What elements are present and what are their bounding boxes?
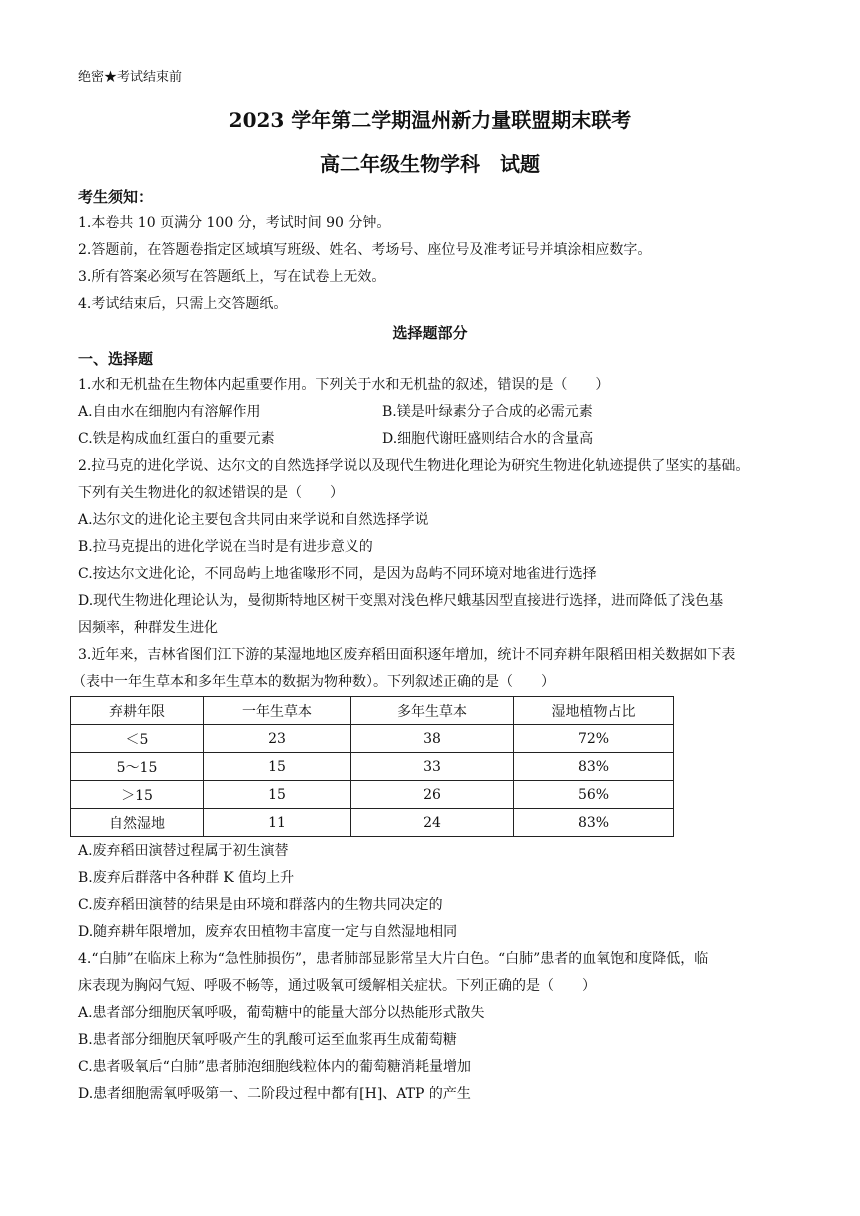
part-title: 选择题部分	[392, 324, 468, 342]
table-cell: 15	[204, 753, 351, 781]
table-cell: ＞15	[71, 781, 204, 809]
table-cell: 72%	[514, 725, 674, 753]
question-3-option-b: B.废弃后群落中各种群 K 值均上升	[78, 870, 295, 886]
notice-item: 2.答题前，在答题卷指定区域填写班级、姓名、考场号、座位号及准考证号并填涂相应数字。	[78, 242, 652, 258]
table-row	[71, 725, 674, 753]
question-4-option-d: D.患者细胞需氧呼吸第一、二阶段过程中都有[H]、ATP 的产生	[78, 1086, 471, 1102]
table-cell: 83%	[514, 809, 674, 837]
table-cell: 83%	[514, 753, 674, 781]
question-1-option-c: C.铁是构成血红蛋白的重要元素	[78, 431, 275, 447]
table-cell: 11	[204, 809, 351, 837]
data-table	[70, 696, 674, 837]
question-2-option-d: D.现代生物进化理论认为，曼彻斯特地区树干变黑对浅色桦尺蛾基因型直接进行选择，进而降低了浅色基	[78, 593, 724, 609]
table-cell: 26	[351, 781, 514, 809]
question-4-stem: 4.“白肺”在临床上称为“急性肺损伤”，患者肺部显影常呈大片白色。“白肺”患者的血氧饱和度降低，临	[78, 951, 709, 967]
notice-heading: 考生须知：	[78, 188, 154, 206]
question-4-option-c: C.患者吸氧后“白肺”患者肺泡细胞线粒体内的葡萄糖消耗量增加	[78, 1059, 471, 1075]
notice-item: 1.本卷共 10 页满分 100 分，考试时间 90 分钟。	[78, 215, 391, 231]
table-cell: 23	[204, 725, 351, 753]
table-cell: 38	[351, 725, 514, 753]
question-1-option-a: A.自由水在细胞内有溶解作用	[78, 404, 261, 420]
question-4-stem-cont: 床表现为胸闷气短、呼吸不畅等，通过吸氧可缓解相关症状。下列正确的是（ ）	[78, 978, 596, 994]
table-cell: 24	[351, 809, 514, 837]
question-2-option-d-cont: 因频率，种群发生进化	[78, 620, 218, 636]
question-3-option-a: A.废弃稻田演替过程属于初生演替	[78, 843, 289, 859]
table-header-cell: 湿地植物占比	[514, 697, 674, 725]
table-header-cell: 一年生草本	[204, 697, 351, 725]
table-cell: 5～15	[71, 753, 204, 781]
question-2-stem: 2.拉马克的进化学说、达尔文的自然选择学说以及现代生物进化理论为研究生物进化轨迹提供了坚实的基础。	[78, 458, 750, 474]
question-3-stem-cont: （表中一年生草本和多年生草本的数据为物种数）。下列叙述正确的是（ ）	[72, 674, 555, 690]
exam-title: 2023 学年第二学期温州新力量联盟期末联考	[228, 108, 632, 132]
table-row	[71, 781, 674, 809]
table-cell: 自然湿地	[71, 809, 204, 837]
question-3-option-d: D.随弃耕年限增加，废弃农田植物丰富度一定与自然湿地相同	[78, 924, 458, 940]
table-cell: 33	[351, 753, 514, 781]
question-1-stem: 1.水和无机盐在生物体内起重要作用。下列关于水和无机盐的叙述，错误的是（ ）	[78, 377, 610, 393]
table-row	[71, 809, 674, 837]
question-4-option-a: A.患者部分细胞厌氧呼吸，葡萄糖中的能量大部分以热能形式散失	[78, 1005, 485, 1021]
question-3-stem: 3.近年来，吉林省图们江下游的某湿地地区废弃稻田面积逐年增加，统计不同弃耕年限稻田相关数据如下表	[78, 647, 736, 663]
table-header-cell: 弃耕年限	[71, 697, 204, 725]
question-1-option-d: D.细胞代谢旺盛则结合水的含量高	[382, 431, 594, 447]
notice-item: 3.所有答案必须写在答题纸上，写在试卷上无效。	[78, 269, 386, 285]
question-1-option-b: B.镁是叶绿素分子合成的必需元素	[382, 404, 593, 420]
question-4-option-b: B.患者部分细胞厌氧呼吸产生的乳酸可运至血浆再生成葡萄糖	[78, 1032, 457, 1048]
question-2-stem-cont: 下列有关生物进化的叙述错误的是（ ）	[78, 485, 344, 501]
section-heading: 一、选择题	[78, 350, 154, 368]
question-2-option-b: B.拉马克提出的进化学说在当时是有进步意义的	[78, 539, 373, 555]
table-header-row	[71, 697, 674, 725]
question-2-option-a: A.达尔文的进化论主要包含共同由来学说和自然选择学说	[78, 512, 429, 528]
table-row	[71, 753, 674, 781]
question-2-option-c: C.按达尔文进化论，不同岛屿上地雀喙形不同，是因为岛屿不同环境对地雀进行选择	[78, 566, 597, 582]
table-header-cell: 多年生草本	[351, 697, 514, 725]
table-cell: ＜5	[71, 725, 204, 753]
question-3-option-c: C.废弃稻田演替的结果是由环境和群落内的生物共同决定的	[78, 897, 443, 913]
table-cell: 56%	[514, 781, 674, 809]
confidential-label: 绝密★考试结束前	[78, 70, 183, 85]
notice-item: 4.考试结束后，只需上交答题纸。	[78, 296, 288, 312]
table-cell: 15	[204, 781, 351, 809]
exam-subtitle: 高二年级生物学科 试题	[320, 152, 540, 176]
